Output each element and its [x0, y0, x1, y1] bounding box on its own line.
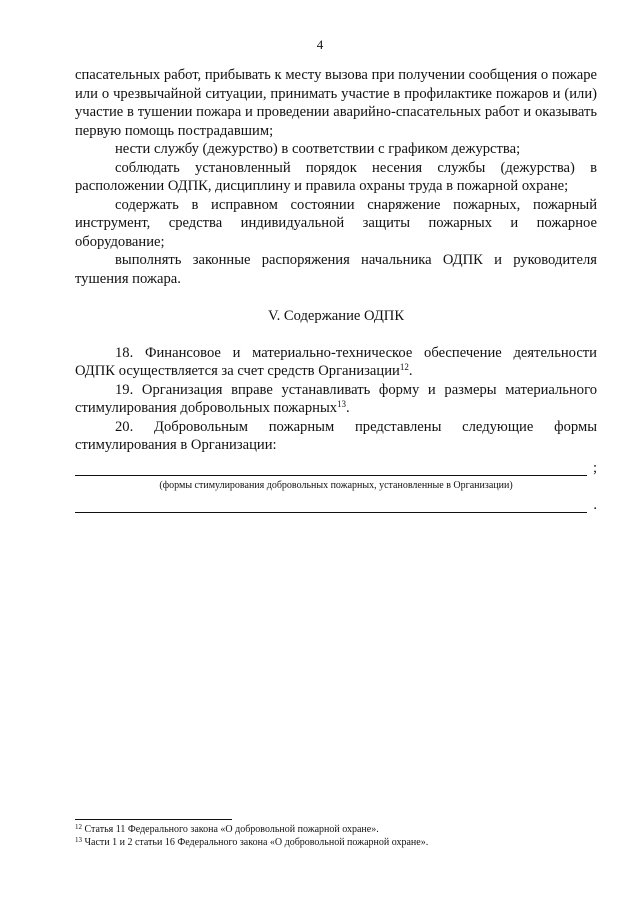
paragraph-equipment: содержать в исправном состоянии снаряжение пожарных, пожарный инструмент, средства индивидуальной защиты пожарных и пожарное оборудование;	[75, 196, 597, 250]
footnote-number: 12	[75, 823, 82, 831]
fill-in-line-1	[75, 458, 597, 478]
item-19-text: 19. Организация вправе устанавливать форму и размеры материального стимулирования добровольных пожарных	[75, 381, 597, 416]
footnote-text: Статья 11 Федерального закона «О добровольной пожарной охране».	[82, 824, 379, 835]
paragraph-continuation: спасательных работ, прибывать к месту вызова при получении сообщения о пожаре или о чрезвычайной ситуации, принимать участие в профилактике пожаров и (или) участие в тушении пожара и проведении аварийно-спасательных работ и оказывать первую помощь пострадавшим;	[75, 67, 597, 139]
document-body	[75, 66, 597, 515]
footnote-12	[75, 823, 595, 836]
fill-in-punctuation: .	[593, 497, 597, 513]
fill-in-punctuation: ;	[592, 460, 597, 476]
fill-in-caption: (формы стимулирования добровольных пожарных, установленные в Организации)	[159, 479, 513, 491]
item-18-text: 18. Финансовое и материально-техническое обеспечение деятельности ОДПК осуществляется за счет средств Организации	[75, 344, 597, 379]
paragraph-duty-schedule: нести службу (дежурство) в соответствии с графиком дежурства;	[115, 141, 521, 157]
paragraph-orders: выполнять законные распоряжения начальника ОДПК и руководителя тушения пожара.	[75, 252, 597, 287]
item-19-end: .	[346, 400, 350, 416]
item-20	[75, 418, 597, 455]
fill-in-underline	[75, 512, 587, 513]
footnote-13	[75, 836, 595, 849]
item-18-end: .	[408, 363, 413, 379]
page-number: 4	[316, 37, 324, 52]
section-heading: V. Содержание ОДПК	[267, 308, 405, 324]
footnote-ref-13: 13	[337, 399, 347, 409]
item-19	[75, 381, 597, 418]
item-18	[75, 344, 597, 381]
footnote-number: 13	[75, 836, 82, 844]
item-20-text: 20. Добровольным пожарным представлены следующие формы стимулирования в Организации:	[75, 418, 597, 453]
footnote-text: Части 1 и 2 статьи 16 Федерального закона «О добровольной пожарной охране».	[82, 837, 429, 848]
footnote-ref-12: 12	[399, 362, 409, 372]
paragraph-service-order: соблюдать установленный порядок несения службы (дежурства) в расположении ОДПК, дисциплину и правила охраны труда в пожарной охране;	[75, 159, 597, 194]
footnotes	[75, 823, 595, 849]
footnote-separator	[75, 819, 232, 820]
fill-in-underline	[75, 475, 587, 476]
fill-in-line-2	[75, 495, 597, 515]
